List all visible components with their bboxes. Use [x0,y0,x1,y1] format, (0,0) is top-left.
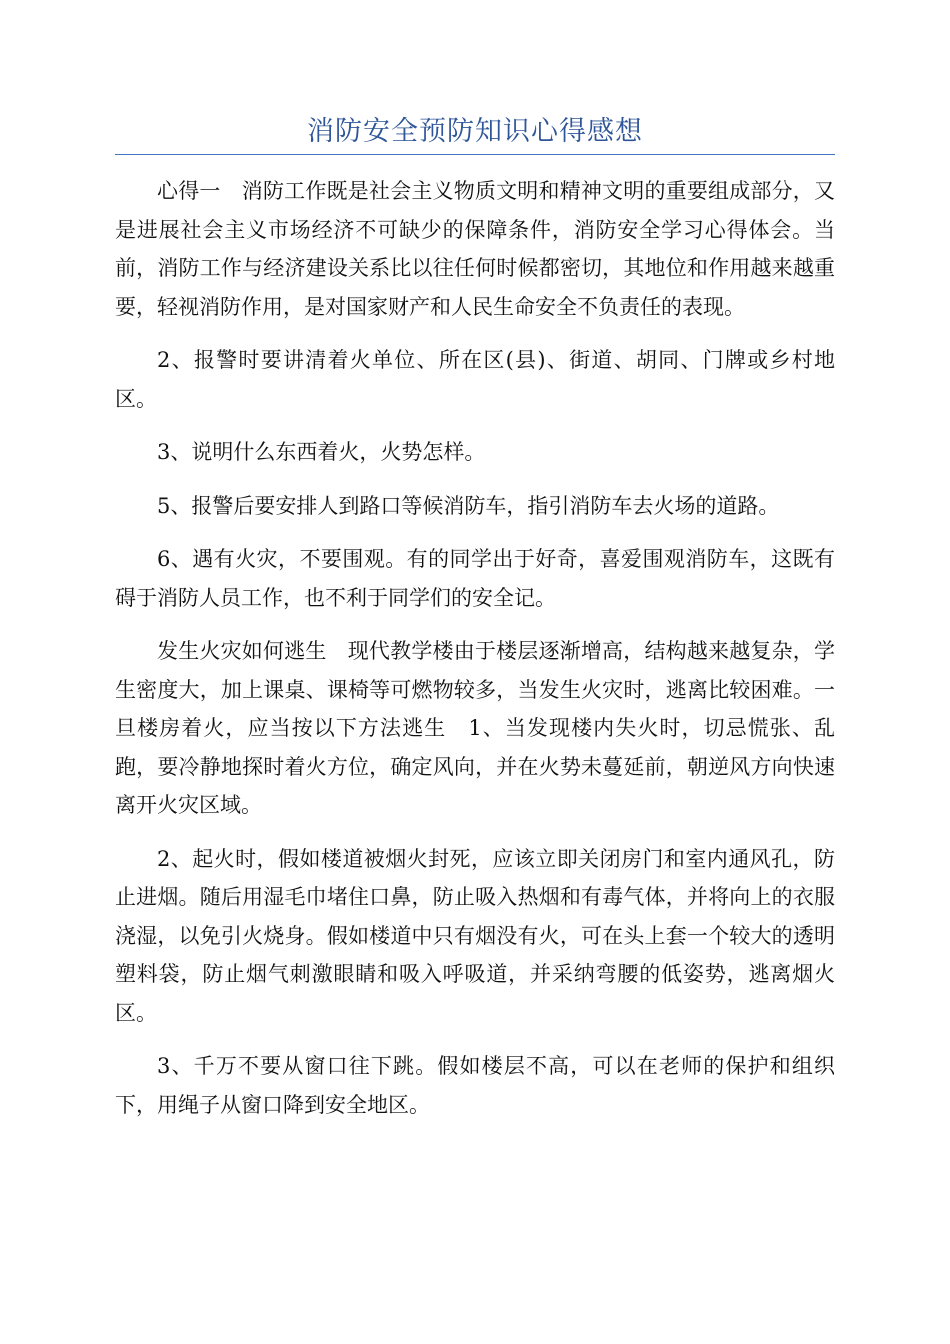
paragraph-2: 2、报警时要讲清着火单位、所在区(县)、街道、胡同、门牌或乡村地区。 [115,348,835,411]
paragraph-6: 发生火灾如何逃生 现代教学楼由于楼层逐渐增高，结构越来越复杂，学生密度大，加上课桌、课椅等可燃物较多，当发生火灾时，逃离比较困难。一旦楼房着火，应当按以下方法逃生 1、当发现楼内失火时，切忌慌张、乱跑，要冷静地探时着火方位，确定风向，并在火势未蔓延前，朝逆风方向快速离开火灾区域。 [115,639,835,817]
document-body [115,172,835,1139]
paragraph-3: 3、说明什么东西着火，火势怎样。 [157,440,486,464]
paragraph-7: 2、起火时，假如楼道被烟火封死，应该立即关闭房门和室内通风孔，防止进烟。随后用湿毛巾堵住口鼻，防止吸入热烟和有毒气体，并将向上的衣服浇湿，以免引火烧身。假如楼道中只有烟没有火，可在头上套一个较大的透明塑料袋，防止烟气刺激眼睛和吸入呼吸道，并采纳弯腰的低姿势，逃离烟火区。 [115,846,835,1025]
paragraph-5: 6、遇有火灾，不要围观。有的同学出于好奇，喜爱围观消防车，这既有碍于消防人员工作，也不利于同学们的安全记。 [115,547,835,610]
paragraph-1: 心得一 消防工作既是社会主义物质文明和精神文明的重要组成部分，又是进展社会主义市场经济不可缺少的保障条件，消防安全学习心得体会。当前，消防工作与经济建设关系比以往任何时候都密切，其地位和作用越来越重要，轻视消防作用，是对国家财产和人民生命安全不负责任的表现。 [115,179,835,319]
paragraph-4: 5、报警后要安排人到路口等候消防车，指引消防车去火场的道路。 [157,493,780,518]
paragraph-8: 3、千万不要从窗口往下跳。假如楼层不高，可以在老师的保护和组织下，用绳子从窗口降到安全地区。 [115,1054,835,1117]
page-title: 消防安全预防知识心得感想 [307,116,643,147]
title-underline [115,154,835,155]
